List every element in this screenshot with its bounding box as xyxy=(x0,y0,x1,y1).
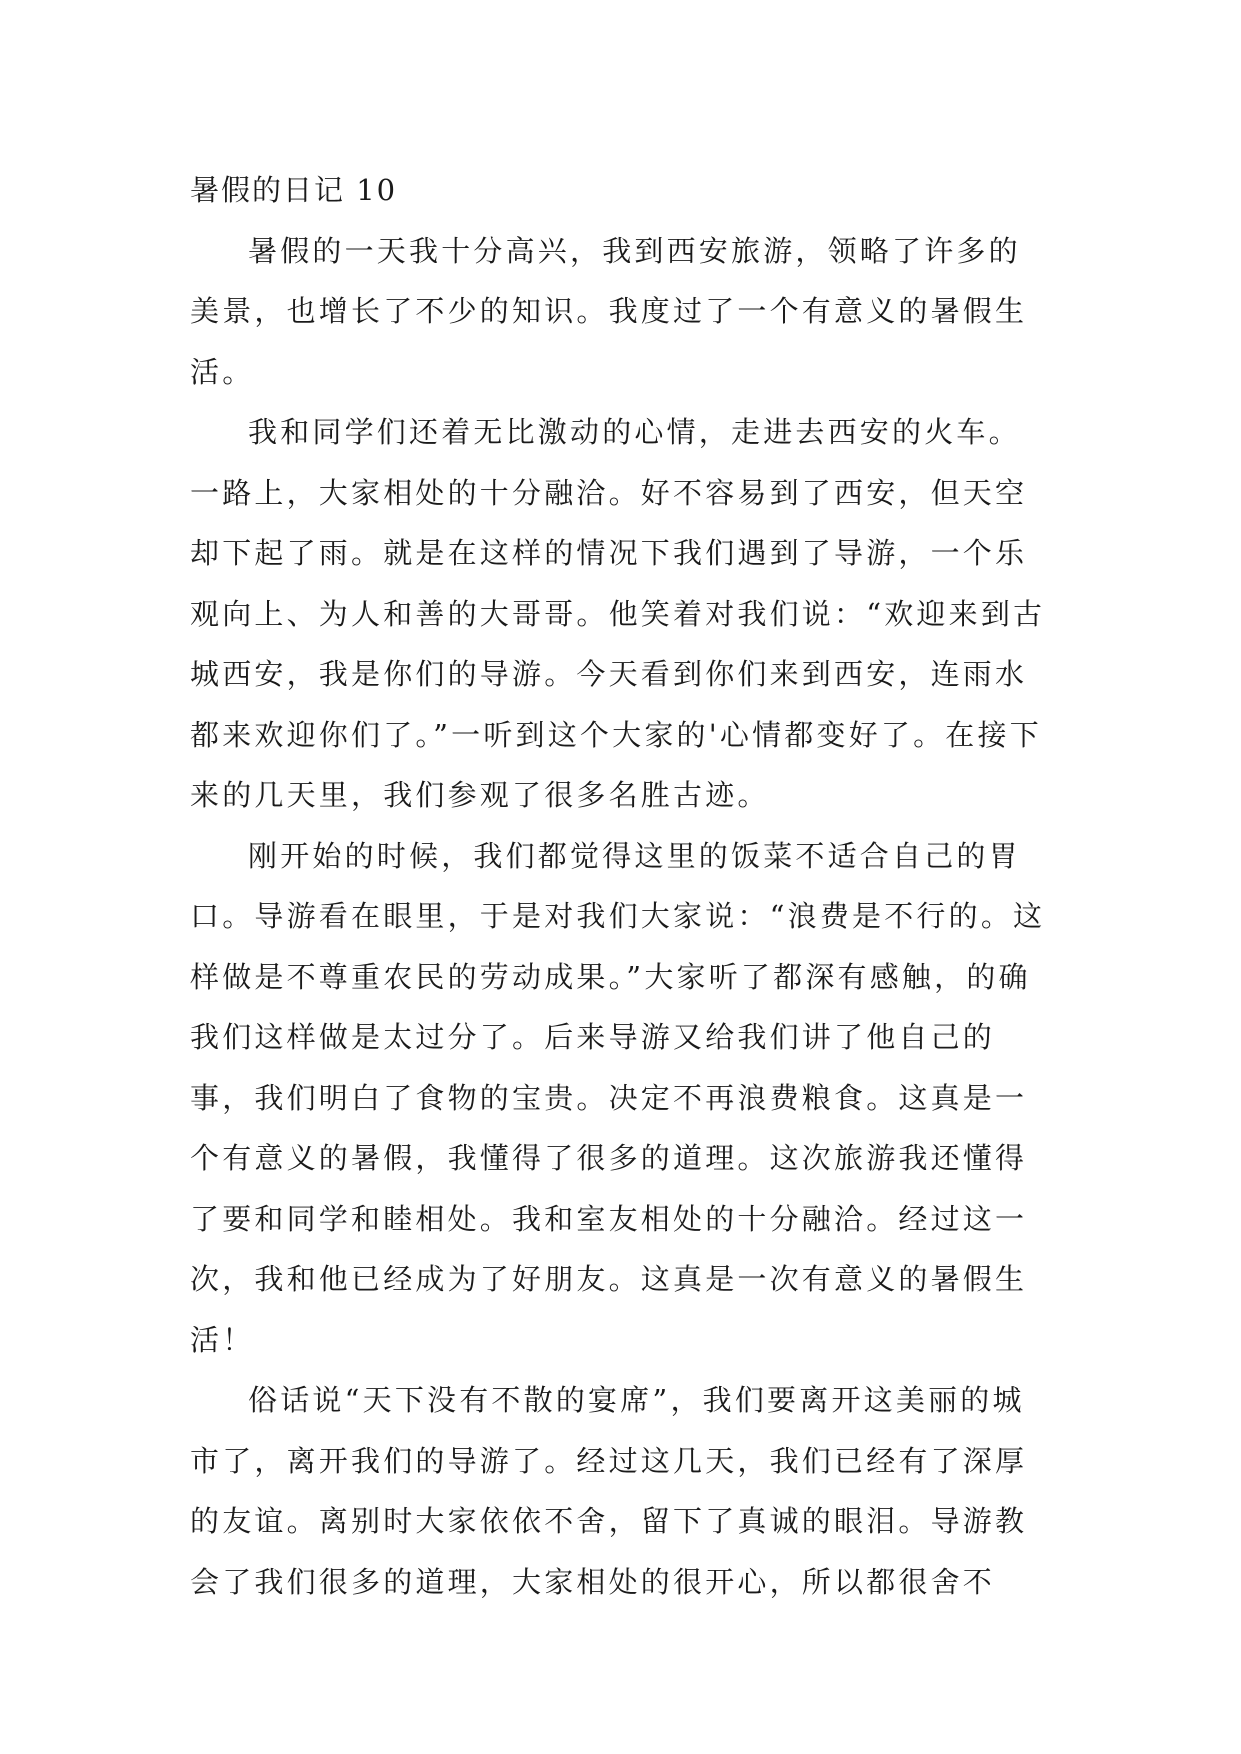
paragraph-3: 刚开始的时候，我们都觉得这里的饭菜不适合自己的胃口。导游看在眼里，于是对我们大家说：“浪费是不行的。这样做是不尊重农民的劳动成果。”大家听了都深有感触，的确我们这样做是太过分了。后来导游又给我们讲了他自己的事，我们明白了食物的宝贵。决定不再浪费粮食。这真是一个有意义的暑假，我懂得了很多的道理。这次旅游我还懂得了要和同学和睦相处。我和室友相处的十分融洽。经过这一次，我和他已经成为了好朋友。这真是一次有意义的暑假生活！ xyxy=(190,838,1046,1357)
document-body xyxy=(190,160,1050,1612)
paragraph-2: 我和同学们还着无比激动的心情，走进去西安的火车。一路上，大家相处的十分融洽。好不容易到了西安，但天空却下起了雨。就是在这样的情况下我们遇到了导游，一个乐观向上、为人和善的大哥哥。他笑着对我们说：“欢迎来到古城西安，我是你们的导游。今天看到你们来到西安，连雨水都来欢迎你们了。”一听到这个大家的'心情都变好了。在接下来的几天里，我们参观了很多名胜古迹。 xyxy=(190,415,1046,812)
paragraph-4: 俗话说“天下没有不散的宴席”，我们要离开这美丽的城市了，离开我们的导游了。经过这几天，我们已经有了深厚的友谊。离别时大家依依不舍，留下了真诚的眼泪。导游教会了我们很多的道理，大家相处的很开心，所以都很舍不 xyxy=(190,1383,1028,1599)
document-title: 暑假的日记 10 xyxy=(190,173,398,207)
paragraph-1: 暑假的一天我十分高兴，我到西安旅游，领略了许多的美景，也增长了不少的知识。我度过了一个有意义的暑假生活。 xyxy=(190,233,1028,389)
